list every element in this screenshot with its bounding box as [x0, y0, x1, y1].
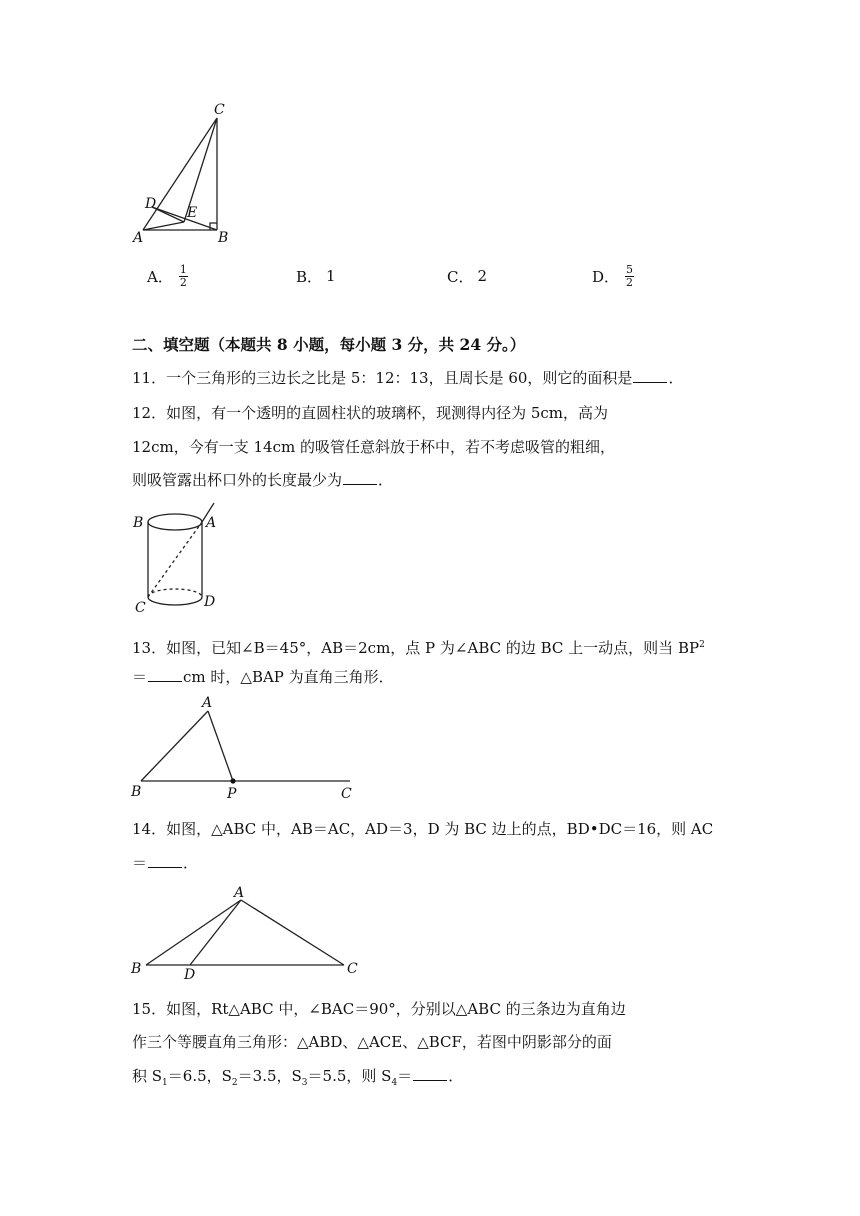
q11-end: ．: [668, 369, 684, 387]
label-b: B: [133, 515, 144, 531]
q12-line-3: [132, 468, 732, 490]
subscript-1: 1: [162, 1078, 168, 1088]
label-p: P: [227, 786, 237, 802]
q11-text: 11．一个三角形的三边长之比是 5：12：13，且周长是 60，则它的面积是: [132, 369, 633, 387]
label-c: C: [347, 961, 358, 977]
q12-line-2: 12cm，今有一支 14cm 的吸管任意斜放于杯中，若不考虑吸管的粗细，: [132, 438, 615, 456]
answer-blank: [633, 366, 667, 383]
label-c: C: [214, 102, 225, 118]
option-c-key: C．: [447, 267, 474, 286]
label-b: B: [131, 961, 142, 977]
option-d-numerator: 5: [626, 262, 634, 276]
q13-line-2: [132, 665, 732, 687]
label-a: A: [234, 885, 245, 901]
q15-text-b: ＝6.5，S: [167, 1067, 232, 1085]
option-a-key: A．: [147, 267, 173, 286]
option-a-numerator: 1: [179, 262, 187, 276]
label-c: C: [135, 600, 146, 616]
label-a: A: [202, 695, 213, 711]
label-d: D: [204, 594, 216, 610]
q13-line-1-text: 13．如图，已知∠B＝45°，AB＝2cm，点 P 为∠ABC 的边 BC 上一动点，则当 BP: [132, 639, 700, 657]
subscript-4: 4: [391, 1078, 398, 1088]
q12-end: ．: [378, 471, 394, 489]
answer-blank: [343, 468, 377, 485]
figure-q12-cylinder: [130, 500, 230, 620]
q14-line-2: [132, 851, 732, 873]
q15-line-2: 作三个等腰直角三角形：△ABD、△ACE、△BCF，若图中阴影部分的面: [132, 1033, 612, 1051]
answer-blank: [413, 1064, 447, 1081]
q13-line-1: [132, 634, 732, 656]
option-c: [447, 262, 487, 290]
label-e: E: [187, 205, 198, 221]
label-b: B: [131, 784, 142, 800]
label-a: A: [133, 230, 144, 246]
q13-line-2-text: cm 时，△BAP 为直角三角形．: [183, 668, 394, 686]
option-b-value: 1: [326, 267, 336, 285]
q15-text-c: ＝3.5，S: [237, 1067, 302, 1085]
option-c-value: 2: [477, 267, 488, 285]
option-d-denominator: 2: [626, 275, 634, 289]
q15-line-3: [132, 1064, 732, 1086]
q15-line-1: 15．如图，Rt△ABC 中，∠BAC＝90°，分别以△ABC 的三条边为直角边: [132, 1000, 626, 1018]
label-c: C: [341, 786, 352, 802]
option-d-fraction: [625, 264, 634, 289]
q14-eq: ＝: [132, 854, 148, 872]
q12-line-3-text: 则吸管露出杯口外的长度最少为: [132, 471, 343, 489]
option-a: [147, 262, 188, 290]
q15-text-a: 积 S: [132, 1067, 163, 1085]
q12-line-1: 12．如图，有一个透明的直圆柱状的玻璃杯，现测得内径为 5cm，高为: [132, 404, 609, 422]
q14-end: ．: [183, 854, 199, 872]
option-a-denominator: 2: [179, 275, 187, 289]
option-a-fraction: [179, 264, 188, 289]
q15-text-e: ＝: [397, 1067, 413, 1085]
label-b: B: [218, 230, 229, 246]
answer-blank: [148, 665, 182, 682]
answer-blank: [148, 851, 182, 868]
question-11: [132, 366, 732, 388]
subscript-3: 3: [301, 1078, 308, 1088]
figure-q14: [128, 882, 368, 982]
superscript: 2: [699, 640, 705, 650]
q15-end: ．: [448, 1067, 464, 1085]
q14-line-1: 14．如图，△ABC 中，AB＝AC，AD＝3，D 为 BC 边上的点，BD•DC＝16，则 AC: [132, 820, 714, 838]
figure-q10: [130, 100, 240, 250]
option-d: [592, 262, 634, 290]
option-b-key: B．: [296, 267, 323, 286]
section-title: 二、填空题（本题共 8 小题，每小题 3 分，共 24 分。）: [132, 335, 526, 354]
subscript-2: 2: [231, 1078, 238, 1088]
label-d: D: [145, 196, 157, 212]
option-b: [296, 262, 336, 290]
label-d: D: [184, 967, 196, 983]
q13-eq: ＝: [132, 668, 148, 686]
figure-q13: [128, 696, 358, 806]
q15-text-d: ＝5.5，则 S: [307, 1067, 392, 1085]
option-d-key: D．: [592, 267, 620, 286]
label-a: A: [206, 515, 217, 531]
